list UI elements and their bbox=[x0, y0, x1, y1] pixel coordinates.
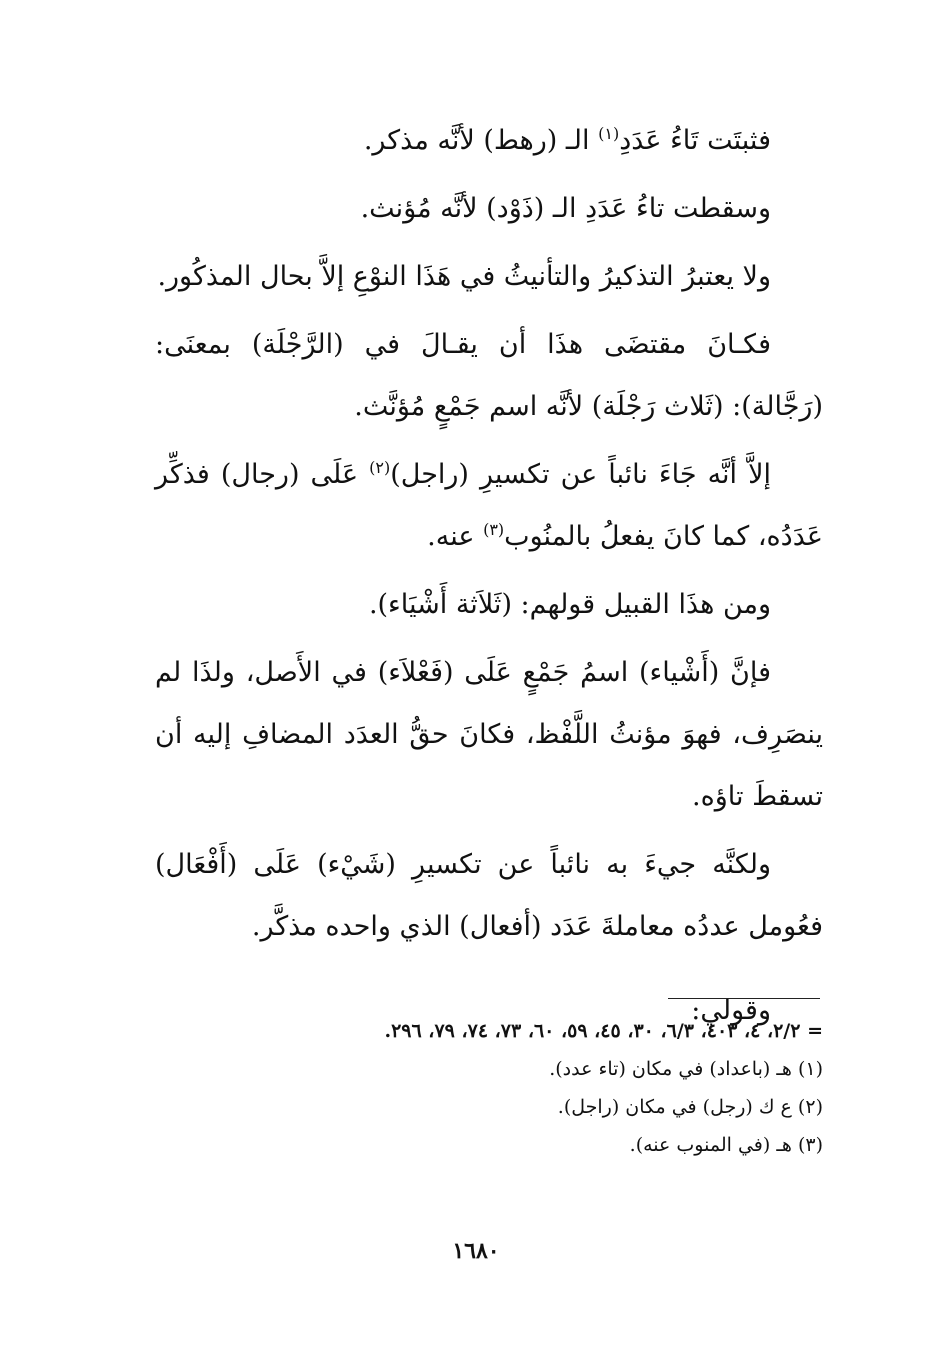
paragraph-text: عَلَى (رجال) فذكِّر عَدَدُه، كما كانَ يفعلُ بالمنُوب bbox=[155, 459, 823, 552]
paragraph-7: فإنَّ (أَشْياء) اسمُ جَمْعٍ عَلَى (فَعْلاَء) في الأَصل، ولذَا لم ينصَرِف، فهوَ مؤنثُ اللَّفْظ، فكانَ حقُّ العدَد المضافِ إليه أن تسقطَ تاؤه. bbox=[155, 657, 823, 812]
paragraph-text: الـ (رهط) لأنَّه مذكر. bbox=[363, 125, 599, 156]
paragraph-2: وسقطت تاءُ عَدَدِ الـ (ذَوْد) لأنَّه مُؤنث. bbox=[360, 193, 771, 224]
footnote-3: (٣) هـ (في المنوب عنه). bbox=[629, 1134, 823, 1156]
page-number: ١٦٨٠ bbox=[452, 1238, 500, 1264]
paragraph-1 bbox=[155, 110, 823, 172]
footnote-continuation: = ٢/٢، ٤، ٤٠٣، ٦/٣، ٣٠، ٤٥، ٥٩، ٦٠، ٧٣، ٧٤، ٧٩، ٢٩٦. bbox=[384, 1020, 823, 1042]
footnote-1: (١) هـ (باعداد) في مكان (تاء عدد). bbox=[549, 1058, 823, 1080]
paragraph-3: ولا يعتبرُ التذكيرُ والتأنيثُ في هَذَا النوْعِ إلاَّ بحال المذكُور. bbox=[157, 261, 771, 292]
paragraph-text: عنه. bbox=[427, 521, 484, 552]
paragraph-text: إلاَّ أنَّه جَاءَ نائباً عن تكسيرِ (راجل) bbox=[390, 459, 771, 490]
paragraph-9: وقولي: bbox=[691, 995, 771, 1026]
paragraph-8: ولكنَّه جيءَ به نائباً عن تكسيرِ (شَيْء) عَلَى (أَفْعَال) فعُومل عددُه معاملةَ عَدَد (أفعال) الذي واحده مذكَّر. bbox=[155, 849, 823, 942]
footnote-ref-3: (٣) bbox=[483, 520, 505, 539]
footnote-divider bbox=[668, 998, 820, 999]
footnote-ref-2: (٢) bbox=[369, 458, 391, 477]
footnote-ref-1: (١) bbox=[598, 124, 620, 143]
paragraph-4: فكـانَ مقتضَى هذَا أن يقـالَ في (الرَّجْلَة) بمعنَى: (رَجَّالة): (ثَلاث رَجْلَة) لأنَّه اسم جَمْعٍ مُؤنَّث. bbox=[155, 329, 823, 422]
footnotes bbox=[155, 1012, 823, 1164]
paragraph-text: فثبتَت تَاءُ عَدَدِ bbox=[619, 125, 771, 156]
footnote-2: (٢) ع ك (رجل) في مكان (راجل). bbox=[557, 1096, 823, 1118]
paragraph-5 bbox=[155, 444, 823, 568]
main-text bbox=[155, 110, 823, 1048]
paragraph-6: ومن هذَا القبيل قولهم: (ثَلاَثة أَشْيَاء). bbox=[368, 589, 771, 620]
